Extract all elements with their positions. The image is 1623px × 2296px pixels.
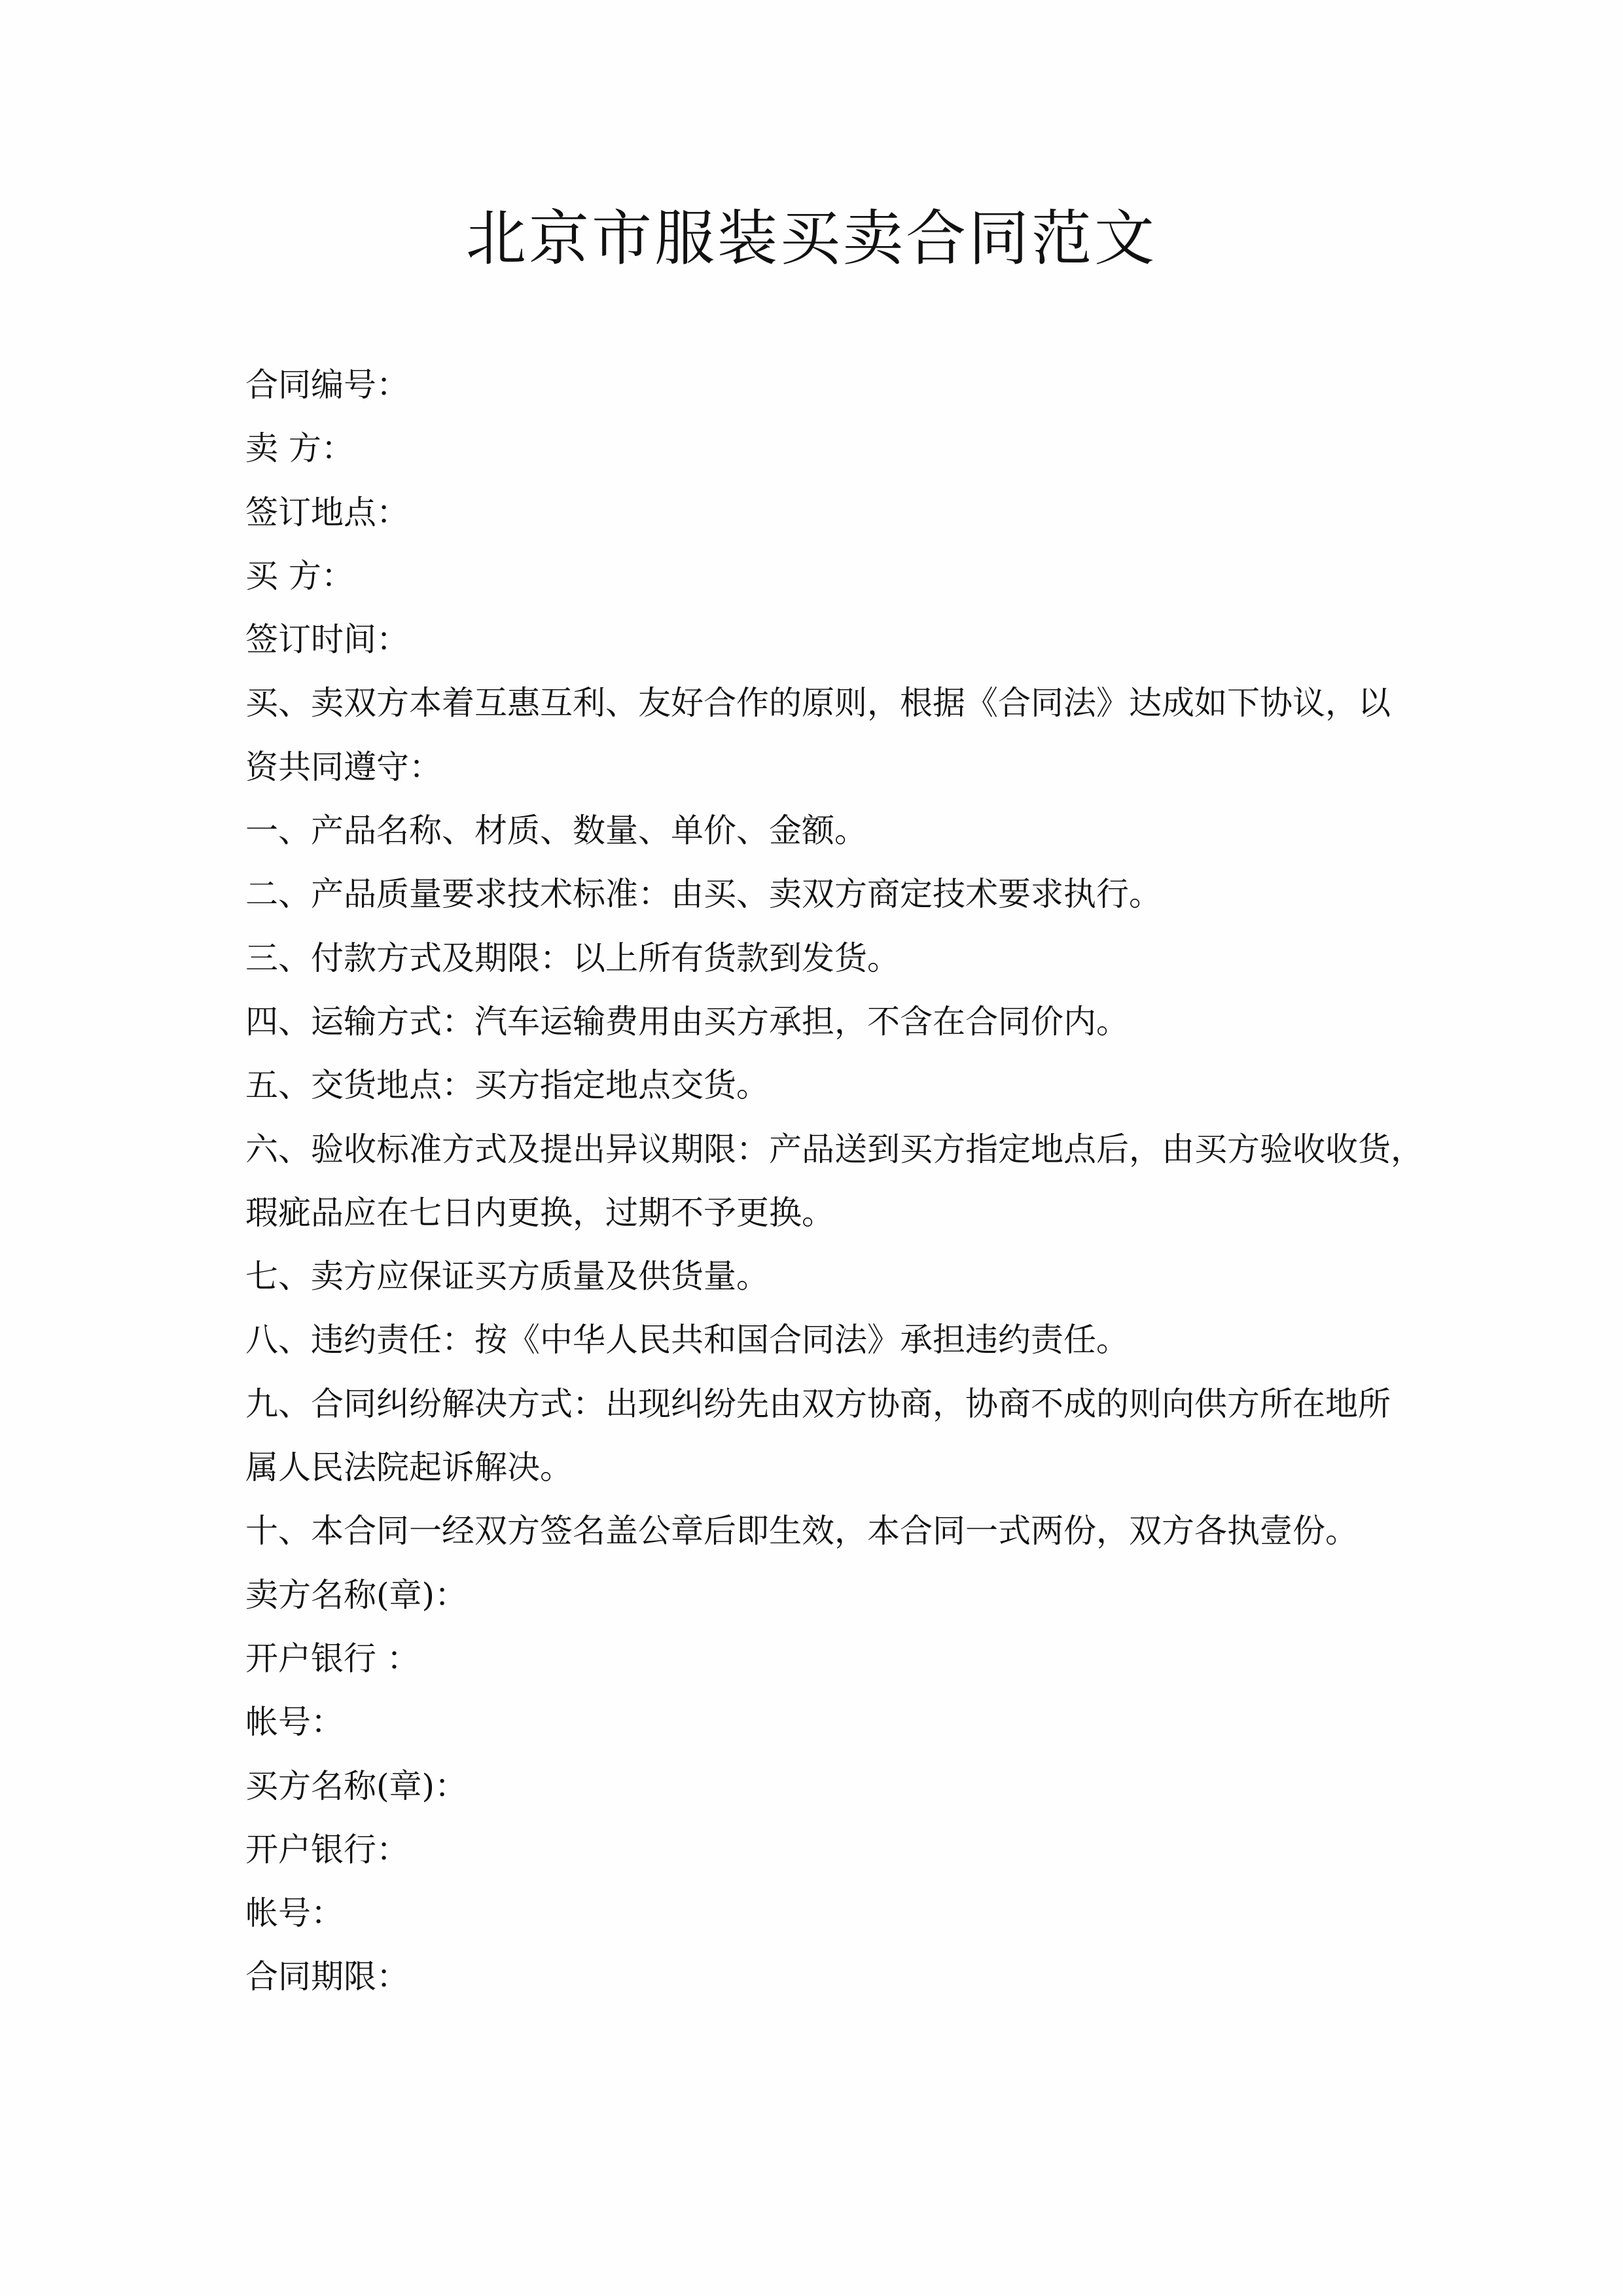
field-buyer: 买 方： — [245, 556, 354, 595]
clause-3: 三、付款方式及期限：以上所有货款到发货。 — [245, 939, 900, 977]
field-buyer-bank: 开户银行： — [245, 1830, 409, 1869]
field-signing-place: 签订地点： — [245, 493, 409, 531]
clause-5: 五、交货地点：买方指定地点交货。 — [245, 1066, 769, 1105]
field-contract-number: 合同编号： — [245, 366, 409, 404]
clause-8: 八、违约责任：按《中华人民共和国合同法》承担违约责任。 — [245, 1321, 1129, 1359]
field-seller-name-seal: 卖方名称(章)： — [245, 1575, 468, 1614]
clause-7: 七、卖方应保证买方质量及供货量。 — [245, 1257, 769, 1296]
clause-10: 十、本合同一经双方签名盖公章后即生效，本合同一式两份，双方各执壹份。 — [245, 1512, 1358, 1551]
field-seller: 卖 方： — [245, 429, 354, 468]
field-buyer-name-seal: 买方名称(章)： — [245, 1767, 468, 1805]
preamble-line-1: 买、卖双方本着互惠互利、友好合作的原则，根据《合同法》达成如下协议，以 — [245, 684, 1391, 723]
clause-1: 一、产品名称、材质、数量、单价、金额。 — [245, 812, 867, 850]
clause-6-line-1: 六、验收标准方式及提出异议期限：产品送到买方指定地点后，由买方验收收货， — [245, 1130, 1423, 1168]
clause-4: 四、运输方式：汽车运输费用由买方承担，不含在合同价内。 — [245, 1002, 1129, 1041]
clause-2: 二、产品质量要求技术标准：由买、卖双方商定技术要求执行。 — [245, 875, 1162, 914]
field-signing-time: 签订时间： — [245, 620, 409, 659]
field-seller-account: 帐号： — [245, 1703, 344, 1742]
clause-9-line-1: 九、合同纠纷解决方式：出现纠纷先由双方协商，协商不成的则向供方所在地所 — [245, 1384, 1391, 1423]
field-buyer-account: 帐号： — [245, 1894, 344, 1933]
document-body — [245, 353, 1423, 2009]
preamble-line-2: 资共同遵守： — [245, 747, 442, 786]
document-title: 北京市服装买卖合同范文 — [465, 204, 1157, 274]
clause-6-line-2: 瑕疵品应在七日内更换，过期不予更换。 — [245, 1193, 834, 1232]
clause-9-line-2: 属人民法院起诉解决。 — [245, 1448, 573, 1487]
field-contract-term: 合同期限： — [245, 1958, 409, 1996]
field-seller-bank: 开户银行 ： — [245, 1639, 419, 1677]
